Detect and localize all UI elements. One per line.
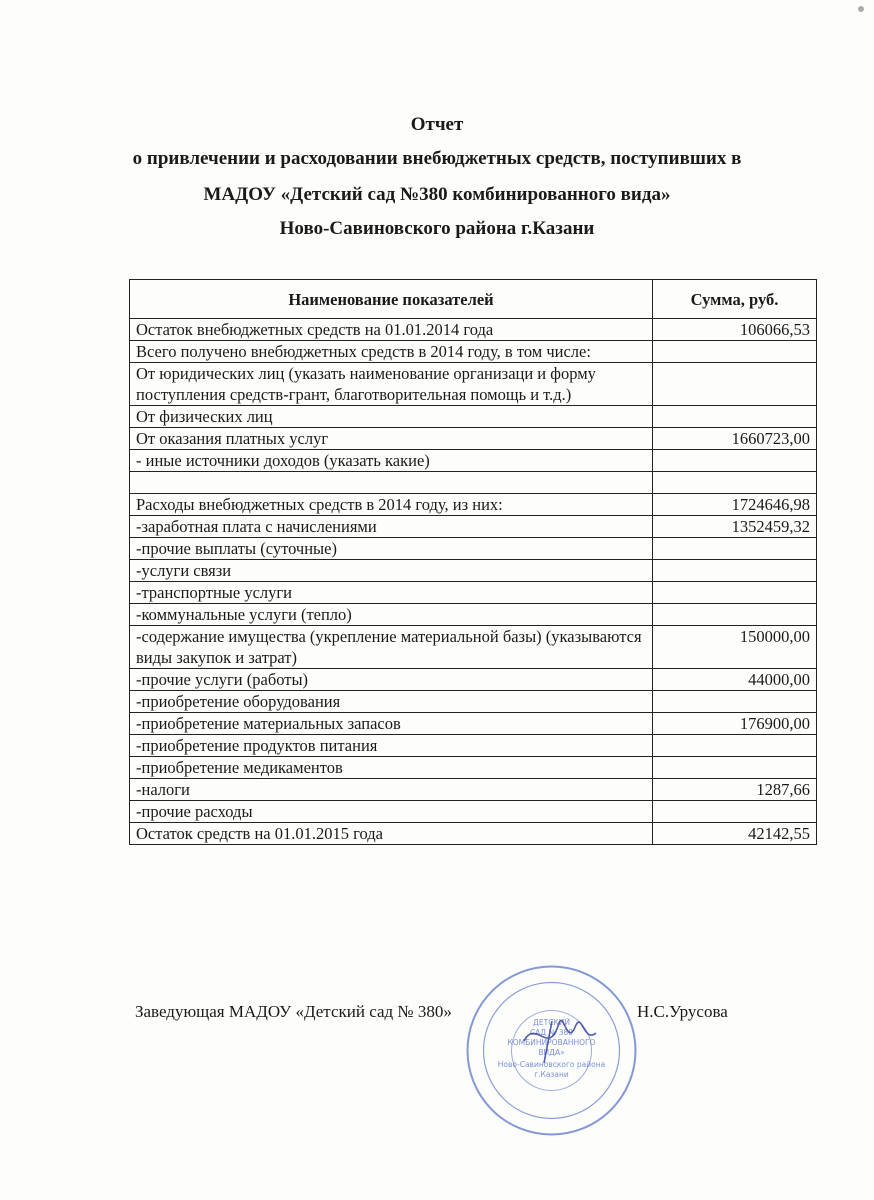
- table-row: [130, 735, 817, 757]
- table-row: [130, 341, 817, 363]
- indicator-cell: -налоги: [130, 779, 653, 801]
- indicator-cell: Остаток внебюджетных средств на 01.01.2014 года: [130, 319, 653, 341]
- indicator-cell: Расходы внебюджетных средств в 2014 году, из них:: [130, 494, 653, 516]
- indicator-cell: [130, 472, 653, 494]
- amount-cell: 176900,00: [653, 713, 817, 735]
- amount-cell: 1724646,98: [653, 494, 817, 516]
- table-header-row: [130, 280, 817, 319]
- amount-cell: [653, 538, 817, 560]
- report-subtitle-line-3: Ново-Савиновского района г.Казани: [279, 218, 595, 239]
- amount-cell: 106066,53: [653, 319, 817, 341]
- indicator-cell: -приобретение материальных запасов: [130, 713, 653, 735]
- amount-cell: [653, 472, 817, 494]
- signatory-position: Заведующая МАДОУ «Детский сад № 380»: [135, 1002, 452, 1021]
- table-body: [130, 319, 817, 845]
- scan-dot: [858, 6, 864, 12]
- table-row: [130, 560, 817, 582]
- table-row: [130, 823, 817, 845]
- amount-cell: [653, 450, 817, 472]
- column-header-amount: Сумма, руб.: [653, 280, 817, 319]
- indicator-cell: - иные источники доходов (указать какие): [130, 450, 653, 472]
- table-row: [130, 604, 817, 626]
- amount-cell: 1287,66: [653, 779, 817, 801]
- stamp-text-line: КОМБИНИРОВАННОГО: [507, 1038, 596, 1047]
- amount-cell: 44000,00: [653, 669, 817, 691]
- table-row: [130, 779, 817, 801]
- amount-cell: [653, 406, 817, 428]
- indicator-cell: От оказания платных услуг: [130, 428, 653, 450]
- report-table: [129, 279, 817, 845]
- indicator-cell: -приобретение продуктов питания: [130, 735, 653, 757]
- official-stamp: [464, 963, 639, 1138]
- amount-cell: [653, 604, 817, 626]
- table-row: [130, 363, 817, 406]
- amount-cell: 1352459,32: [653, 516, 817, 538]
- table-row: [130, 713, 817, 735]
- amount-cell: [653, 735, 817, 757]
- report-subtitle-line-2: МАДОУ «Детский сад №380 комбинированного вида»: [203, 184, 671, 205]
- table-row: [130, 582, 817, 604]
- table-row: [130, 669, 817, 691]
- amount-cell: [653, 801, 817, 823]
- indicator-cell: Остаток средств на 01.01.2015 года: [130, 823, 653, 845]
- table-row: [130, 801, 817, 823]
- table-row: [130, 450, 817, 472]
- table-row: [130, 691, 817, 713]
- indicator-cell: Всего получено внебюджетных средств в 2014 году, в том числе:: [130, 341, 653, 363]
- indicator-cell: -заработная плата с начислениями: [130, 516, 653, 538]
- indicator-cell: -приобретение оборудования: [130, 691, 653, 713]
- table-row: [130, 472, 817, 494]
- column-header-indicator: Наименование показателей: [130, 280, 653, 319]
- indicator-cell: От физических лиц: [130, 406, 653, 428]
- amount-cell: [653, 582, 817, 604]
- stamp-text-line: г.Казани: [534, 1070, 569, 1079]
- table-row: [130, 319, 817, 341]
- amount-cell: 1660723,00: [653, 428, 817, 450]
- indicator-cell: От юридических лиц (указать наименование организаци и форму поступления средств-грант, благотворительная помощь и т.д.): [130, 363, 653, 406]
- table-row: [130, 516, 817, 538]
- indicator-cell: -приобретение медикаментов: [130, 757, 653, 779]
- stamp-text-line: ВИДА»: [538, 1048, 565, 1057]
- amount-cell: [653, 363, 817, 406]
- report-subtitle-line-1: о привлечении и расходовании внебюджетных средств, поступивших в: [132, 148, 742, 169]
- stamp-text-line: ДЕТСКИЙ: [533, 1018, 570, 1027]
- indicator-cell: -транспортные услуги: [130, 582, 653, 604]
- indicator-cell: -прочие выплаты (суточные): [130, 538, 653, 560]
- table-row: [130, 538, 817, 560]
- indicator-cell: -содержание имущества (укрепление материальной базы) (указываются виды закупок и затрат): [130, 626, 653, 669]
- amount-cell: [653, 560, 817, 582]
- stamp-text-line: САД № 380: [529, 1028, 574, 1037]
- amount-cell: 150000,00: [653, 626, 817, 669]
- amount-cell: [653, 691, 817, 713]
- amount-cell: 42142,55: [653, 823, 817, 845]
- table-row: [130, 494, 817, 516]
- indicator-cell: -коммунальные услуги (тепло): [130, 604, 653, 626]
- stamp-text-line: Ново-Савиновского района: [497, 1060, 606, 1069]
- signatory-name: Н.С.Урусова: [637, 1002, 728, 1021]
- table-row: [130, 757, 817, 779]
- table-row: [130, 406, 817, 428]
- indicator-cell: -прочие услуги (работы): [130, 669, 653, 691]
- table-row: [130, 626, 817, 669]
- indicator-cell: -услуги связи: [130, 560, 653, 582]
- report-title: Отчет: [410, 114, 464, 135]
- indicator-cell: -прочие расходы: [130, 801, 653, 823]
- amount-cell: [653, 341, 817, 363]
- table-row: [130, 428, 817, 450]
- amount-cell: [653, 757, 817, 779]
